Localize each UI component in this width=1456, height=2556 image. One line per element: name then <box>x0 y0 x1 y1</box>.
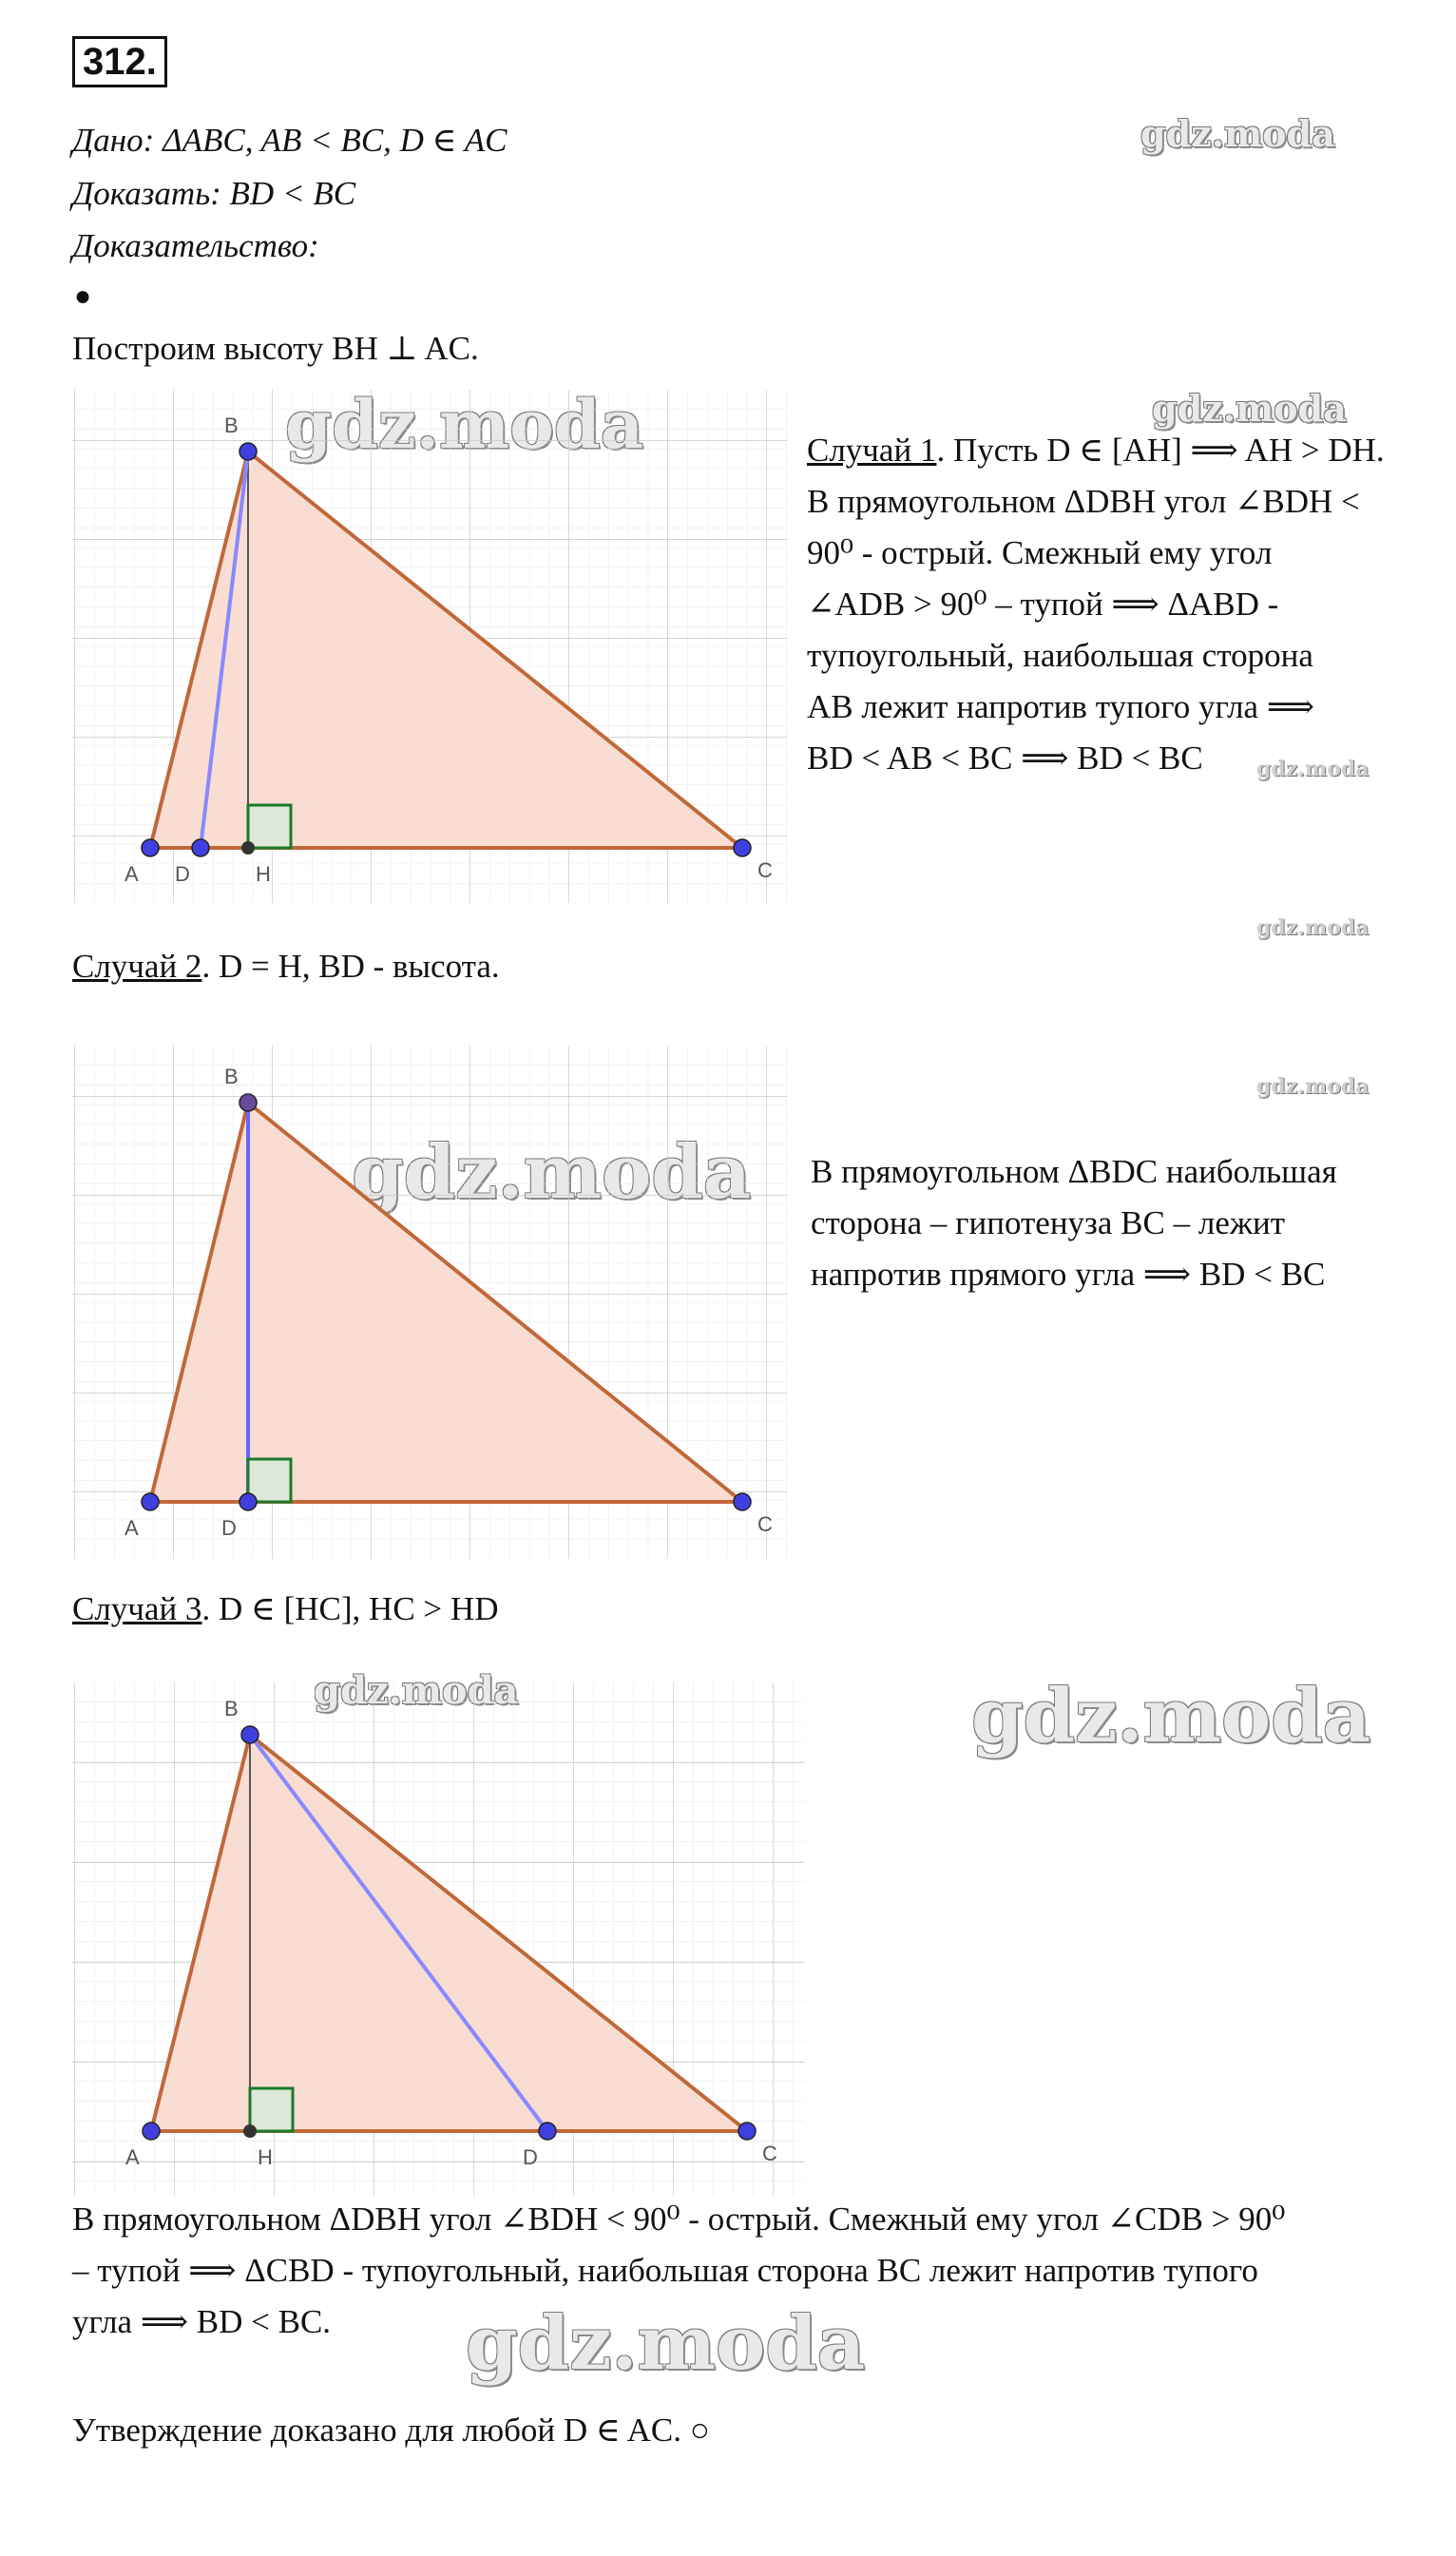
case-2-explanation <box>811 1146 1337 1300</box>
case-3-line: В прямоугольном ΔDBH угол ∠BDH < 90⁰ - острый. Смежный ему угол ∠CDB > 90⁰ <box>72 2200 1286 2238</box>
point-a <box>143 2123 160 2140</box>
label-h: H <box>256 862 271 886</box>
watermark: gdz.moda <box>971 1673 1371 1759</box>
point-d <box>539 2123 556 2140</box>
case-2-line: сторона – гипотенуза BC – лежит <box>811 1204 1286 1241</box>
construct-line: Построим высоту BH ⊥ AC. <box>72 330 479 367</box>
label-b: B <box>224 1697 239 1720</box>
case-3-heading <box>72 1584 498 1635</box>
case-3-text: . D ∈ [HC], HC > HD <box>201 1590 499 1627</box>
point-c <box>738 2123 756 2140</box>
problem-number: 312. <box>72 36 167 87</box>
proof-label: Доказательство <box>72 227 309 264</box>
figure-case-1 <box>72 390 787 903</box>
point-d <box>239 1493 257 1510</box>
point-c <box>734 839 751 856</box>
label-c: C <box>762 2142 777 2165</box>
point-b <box>239 443 257 460</box>
point-b <box>241 1726 259 1743</box>
point-d <box>192 839 209 856</box>
case-1-text <box>807 425 1385 784</box>
watermark: gdz.moda <box>1140 112 1335 155</box>
case-1-line: ∠ADB > 90⁰ – тупой ⟹ ΔABD - <box>807 586 1279 623</box>
watermark: gdz.moda <box>1152 387 1347 430</box>
watermark: gdz.moda <box>466 2300 866 2387</box>
bullet: ● <box>74 280 92 312</box>
case-1-title: Случай 1 <box>807 432 937 469</box>
case-2-text: . D = H, BD - высота. <box>201 948 500 985</box>
prove-text: : BD < BC <box>210 175 356 212</box>
case-1-line: В прямоугольном ΔDBH угол ∠BDH < <box>807 483 1360 520</box>
case-2-line: В прямоугольном ΔBDC наибольшая <box>811 1153 1337 1190</box>
point-c <box>734 1493 751 1510</box>
figure-case-3 <box>72 1682 804 2196</box>
point-h <box>243 2124 257 2138</box>
proof-text: : <box>308 227 319 264</box>
given-line <box>72 115 507 166</box>
watermark: gdz.moda <box>1256 1074 1370 1099</box>
point-a <box>142 839 159 856</box>
conclusion: Утверждение доказано для любой D ∈ AC. ○ <box>72 2412 710 2449</box>
case-3-line: – тупой ⟹ ΔCBD - тупоугольный, наибольшая сторона BC лежит напротив тупого <box>72 2252 1258 2289</box>
figure-case-2 <box>72 1046 787 1559</box>
case-2-title: Случай 2 <box>72 948 202 985</box>
label-b: B <box>224 1065 239 1088</box>
point-b <box>239 1094 257 1111</box>
label-d: D <box>175 862 190 886</box>
point-h <box>241 841 255 855</box>
label-h: H <box>258 2145 273 2169</box>
case-3-explanation <box>72 2194 1285 2348</box>
case-2-line: напротив прямого угла ⟹ BD < BC <box>811 1256 1326 1293</box>
proof-line <box>72 221 319 272</box>
given-text: : ΔABC, AB < BC, D ∈ AC <box>143 122 508 159</box>
point-a <box>142 1493 159 1510</box>
watermark: gdz.moda <box>1256 757 1370 781</box>
right-angle-mark <box>250 2088 293 2131</box>
label-d: D <box>523 2145 538 2169</box>
case-1-line: 90⁰ - острый. Смежный ему угол <box>807 534 1273 571</box>
case-1-line: AB лежит напротив тупого угла ⟹ <box>807 688 1315 725</box>
case-3-title: Случай 3 <box>72 1590 202 1627</box>
label-a: A <box>125 862 139 886</box>
label-a: A <box>125 1516 139 1540</box>
case-3-line: угла ⟹ BD < BC. <box>72 2303 332 2340</box>
label-d: D <box>221 1516 237 1540</box>
prove-label: Доказать <box>72 175 211 212</box>
prove-line <box>72 168 355 220</box>
right-angle-mark <box>248 805 291 848</box>
label-c: C <box>757 1512 773 1536</box>
case-2-heading <box>72 941 500 992</box>
watermark: gdz.moda <box>1256 915 1370 940</box>
case-1-line: BD < AB < BC ⟹ BD < BC <box>807 740 1203 777</box>
label-a: A <box>125 2145 140 2169</box>
label-b: B <box>224 413 239 437</box>
case-1-line: Случай 1. Пусть D ∈ [AH] ⟹ AH > DH. <box>807 432 1385 469</box>
given-label: Дано <box>72 122 144 159</box>
label-c: C <box>757 858 773 882</box>
case-1-line: тупоугольный, наибольшая сторона <box>807 637 1313 674</box>
